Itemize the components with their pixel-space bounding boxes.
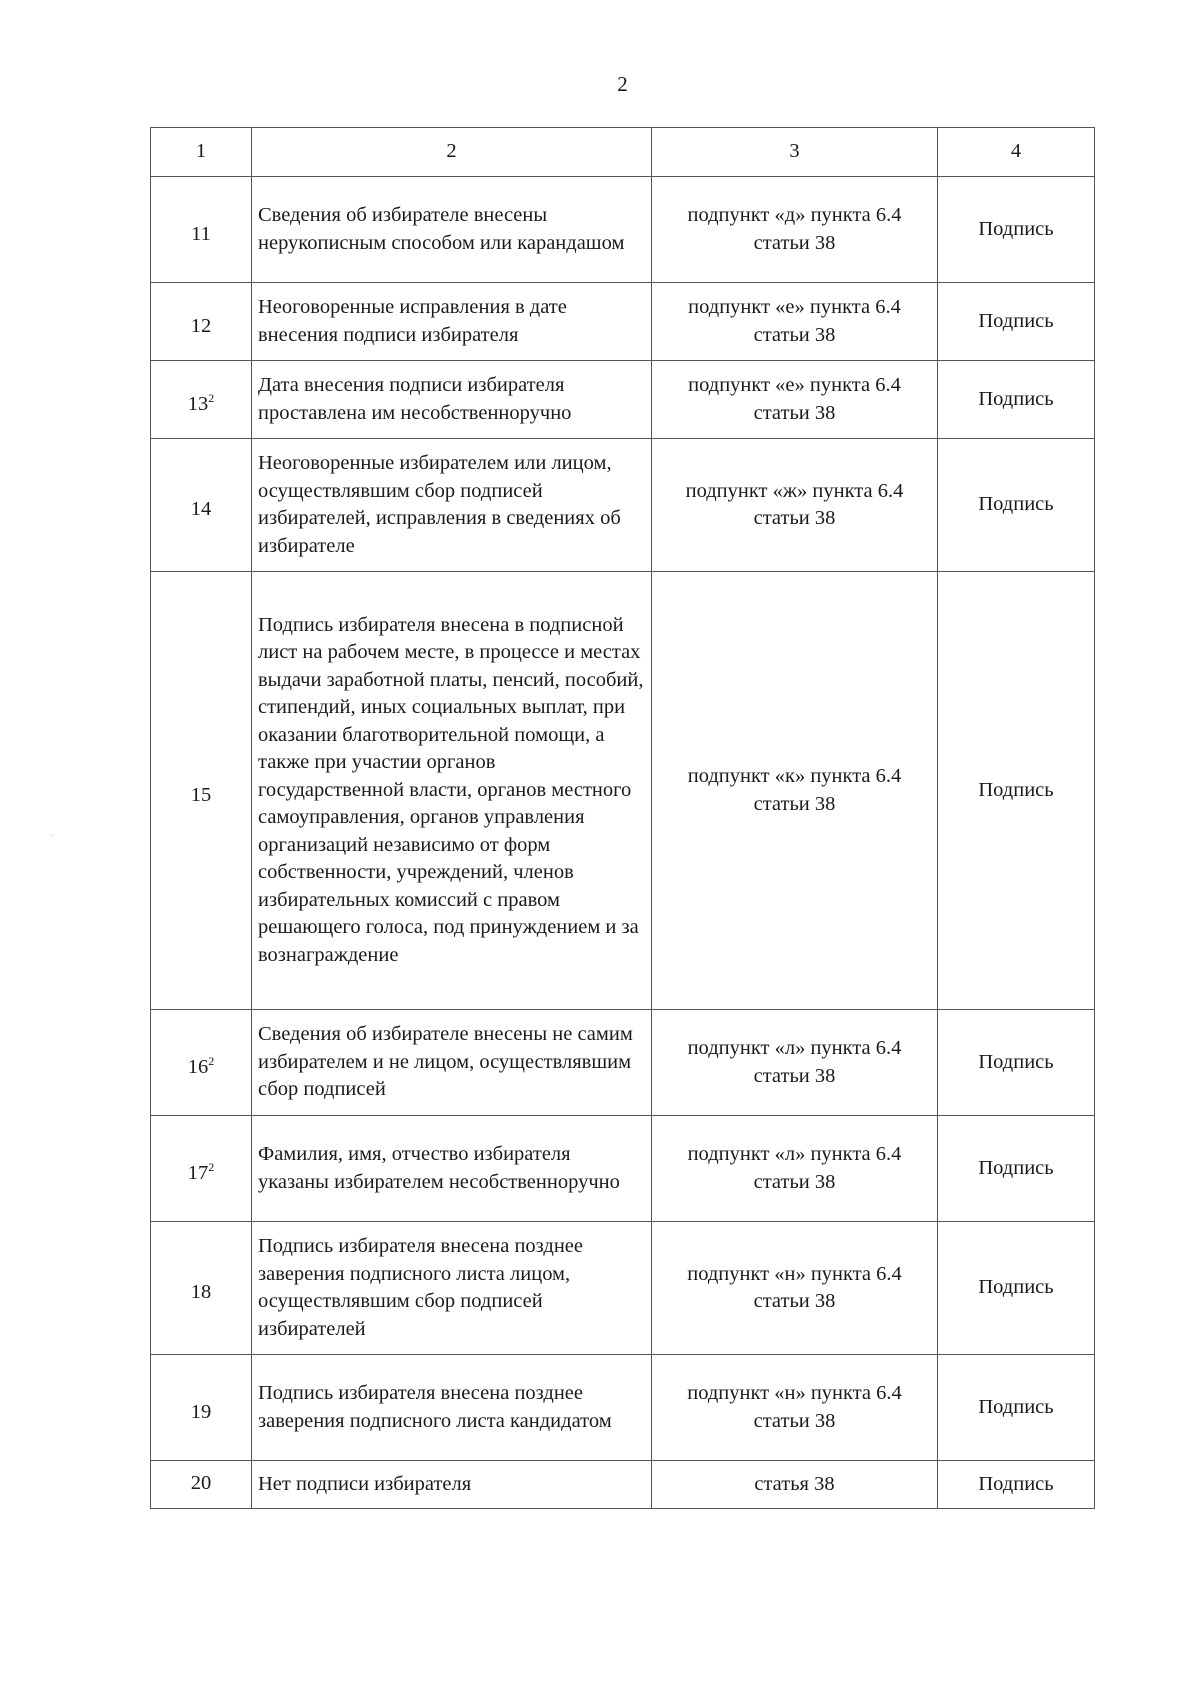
row-result: Подпись [938,1461,1095,1509]
header-cell-3: 3 [652,128,938,177]
row-number: $16^2$ [151,1010,252,1116]
row-description: Сведения об избирателе внесены не самим избирателем и не лицом, осуществлявшим сбор подписей [252,1010,652,1116]
row-legal-reference: подпункт «н» пункта 6.4 статьи 38 [652,1355,938,1461]
row-result: Подпись [938,1116,1095,1222]
page-number: 2 [617,72,628,96]
row-description: Подпись избирателя внесена в подписной лист на рабочем месте, в процессе и местах выдачи заработной платы, пенсий, пособий, стипендий, иных социальных выплат, при оказании благотворительной помощи, а также при участии органов государственной власти, органов местного самоуправления, органов управления организаций независимо от форм собственности, учреждений, членов избирательных комиссий с правом решающего голоса, под принуждением и за вознаграждение [252,572,652,1010]
header-cell-4: 4 [938,128,1095,177]
row-legal-reference: подпункт «н» пункта 6.4 статьи 38 [652,1222,938,1355]
row-result: Подпись [938,361,1095,439]
row-legal-reference: подпункт «л» пункта 6.4 статьи 38 [652,1116,938,1222]
row-result: Подпись [938,177,1095,283]
table-row [151,1116,1095,1222]
row-legal-reference: подпункт «е» пункта 6.4 статьи 38 [652,361,938,439]
row-description: Неоговоренные исправления в дате внесения подписи избирателя [252,283,652,361]
table-row [151,1010,1095,1116]
row-legal-reference: подпункт «л» пункта 6.4 статьи 38 [652,1010,938,1116]
row-number: 14 [151,439,252,572]
row-description: Подпись избирателя внесена позднее заверения подписного листа кандидатом [252,1355,652,1461]
row-number: 11 [151,177,252,283]
row-number: $13^2$ [151,361,252,439]
row-legal-reference: подпункт «ж» пункта 6.4 статьи 38 [652,439,938,572]
row-description: Фамилия, имя, отчество избирателя указаны избирателем несобственноручно [252,1116,652,1222]
row-result: Подпись [938,1355,1095,1461]
table-row [151,572,1095,1010]
row-number: 12 [151,283,252,361]
row-number: 19 [151,1355,252,1461]
row-legal-reference: подпункт «д» пункта 6.4 статьи 38 [652,177,938,283]
table-row [151,439,1095,572]
table-row [151,361,1095,439]
table-row [151,1355,1095,1461]
row-description: Неоговоренные избирателем или лицом, осуществлявшим сбор подписей избирателей, исправления в сведениях об избирателе [252,439,652,572]
violations-table [150,127,1095,1509]
row-result: Подпись [938,1010,1095,1116]
table-row [151,177,1095,283]
row-description: Сведения об избирателе внесены нерукописным способом или карандашом [252,177,652,283]
row-legal-reference: статья 38 [652,1461,938,1509]
header-cell-2: 2 [252,128,652,177]
row-description: Подпись избирателя внесена позднее заверения подписного листа лицом, осуществлявшим сбор подписей избирателей [252,1222,652,1355]
row-result: Подпись [938,283,1095,361]
row-description: Нет подписи избирателя [252,1461,652,1509]
row-result: Подпись [938,1222,1095,1355]
row-number: 20 [151,1461,252,1509]
table-row [151,283,1095,361]
table-row [151,1461,1095,1509]
row-number: $17^2$ [151,1116,252,1222]
row-legal-reference: подпункт «к» пункта 6.4 статьи 38 [652,572,938,1010]
row-number: 18 [151,1222,252,1355]
row-legal-reference: подпункт «е» пункта 6.4 статьи 38 [652,283,938,361]
row-result: Подпись [938,572,1095,1010]
header-row [151,128,1095,177]
row-result: Подпись [938,439,1095,572]
table-body [151,177,1095,1509]
table-header [151,128,1095,177]
scan-speck [52,835,53,836]
table-row [151,1222,1095,1355]
header-cell-1: 1 [151,128,252,177]
row-number: 15 [151,572,252,1010]
row-description: Дата внесения подписи избирателя проставлена им несобственноручно [252,361,652,439]
